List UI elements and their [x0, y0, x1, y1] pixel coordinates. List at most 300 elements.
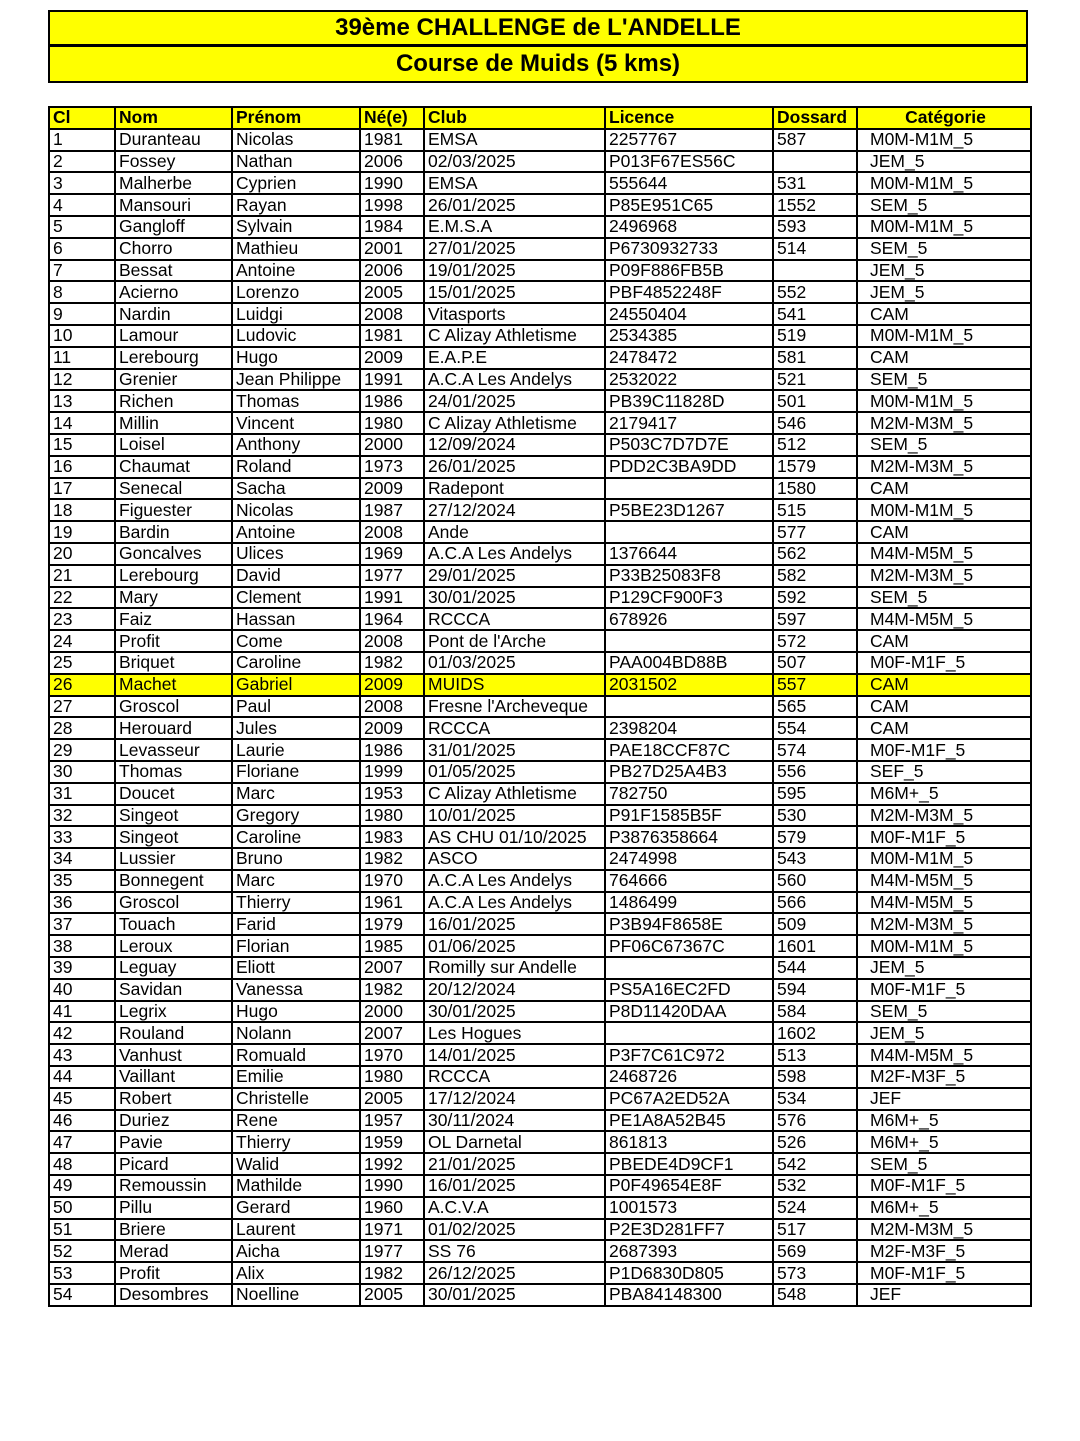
cell-club: Radepont: [424, 478, 605, 500]
table-row: [49, 1022, 1031, 1044]
cell-born: 1964: [360, 608, 424, 630]
cell-born: 2007: [360, 957, 424, 979]
cell-prenom: Thierry: [232, 892, 360, 914]
cell-categorie: SEM_5: [857, 194, 1031, 216]
cell-nom: Millin: [115, 412, 232, 434]
cell-dossard: 569: [773, 1240, 857, 1262]
cell-licence: [605, 1022, 773, 1044]
cell-nom: Savidan: [115, 979, 232, 1001]
cell-club: 30/11/2024: [424, 1110, 605, 1132]
cell-club: 16/01/2025: [424, 913, 605, 935]
cell-licence: 2474998: [605, 848, 773, 870]
table-row: [49, 826, 1031, 848]
cell-club: C Alizay Athletisme: [424, 783, 605, 805]
cell-born: 2009: [360, 674, 424, 696]
cell-rank: 12: [49, 369, 115, 391]
cell-club: Les Hogues: [424, 1022, 605, 1044]
table-row: [49, 1153, 1031, 1175]
cell-dossard: [773, 260, 857, 282]
cell-born: 2000: [360, 1001, 424, 1023]
table-row: [49, 260, 1031, 282]
table-row: [49, 1262, 1031, 1284]
cell-club: Fresne l'Archeveque: [424, 696, 605, 718]
cell-prenom: Rene: [232, 1110, 360, 1132]
cell-rank: 42: [49, 1022, 115, 1044]
page-title: 39ème CHALLENGE de L'ANDELLE: [48, 10, 1028, 46]
table-row: [49, 129, 1031, 151]
cell-prenom: Roland: [232, 456, 360, 478]
table-row: [49, 696, 1031, 718]
cell-nom: Rouland: [115, 1022, 232, 1044]
table-row: [49, 739, 1031, 761]
cell-categorie: M2F-M3F_5: [857, 1066, 1031, 1088]
cell-prenom: Eliott: [232, 957, 360, 979]
cell-club: 26/12/2025: [424, 1262, 605, 1284]
cell-born: 1957: [360, 1110, 424, 1132]
cell-club: A.C.A Les Andelys: [424, 870, 605, 892]
cell-dossard: 598: [773, 1066, 857, 1088]
table-row: [49, 172, 1031, 194]
cell-licence: 1001573: [605, 1197, 773, 1219]
col-header-licence: Licence: [605, 107, 773, 129]
table-row: [49, 1284, 1031, 1306]
cell-categorie: SEM_5: [857, 1153, 1031, 1175]
cell-prenom: Lorenzo: [232, 281, 360, 303]
cell-dossard: [773, 151, 857, 173]
cell-dossard: 531: [773, 172, 857, 194]
cell-prenom: Hugo: [232, 347, 360, 369]
cell-club: 16/01/2025: [424, 1175, 605, 1197]
table-row: [49, 303, 1031, 325]
cell-dossard: 554: [773, 717, 857, 739]
cell-nom: Herouard: [115, 717, 232, 739]
cell-licence: 2496968: [605, 216, 773, 238]
cell-licence: PC67A2ED52A: [605, 1088, 773, 1110]
cell-nom: Leguay: [115, 957, 232, 979]
cell-categorie: M0M-M1M_5: [857, 390, 1031, 412]
cell-licence: PDD2C3BA9DD: [605, 456, 773, 478]
cell-licence: [605, 521, 773, 543]
cell-born: 1999: [360, 761, 424, 783]
cell-rank: 38: [49, 935, 115, 957]
cell-categorie: SEM_5: [857, 238, 1031, 260]
cell-nom: Briquet: [115, 652, 232, 674]
cell-categorie: M0F-M1F_5: [857, 1175, 1031, 1197]
cell-dossard: 532: [773, 1175, 857, 1197]
table-row: [49, 565, 1031, 587]
table-row: [49, 1197, 1031, 1219]
cell-prenom: Nolann: [232, 1022, 360, 1044]
cell-rank: 41: [49, 1001, 115, 1023]
cell-nom: Groscol: [115, 892, 232, 914]
cell-club: A.C.A Les Andelys: [424, 892, 605, 914]
cell-club: 14/01/2025: [424, 1044, 605, 1066]
cell-born: 2008: [360, 521, 424, 543]
cell-prenom: Noelline: [232, 1284, 360, 1306]
cell-born: 1960: [360, 1197, 424, 1219]
cell-dossard: 519: [773, 325, 857, 347]
cell-club: 24/01/2025: [424, 390, 605, 412]
cell-club: 12/09/2024: [424, 434, 605, 456]
cell-rank: 7: [49, 260, 115, 282]
col-header-dossard: Dossard: [773, 107, 857, 129]
cell-born: 1980: [360, 1066, 424, 1088]
cell-licence: P09F886FB5B: [605, 260, 773, 282]
cell-rank: 21: [49, 565, 115, 587]
cell-licence: [605, 696, 773, 718]
cell-prenom: Nicolas: [232, 499, 360, 521]
cell-categorie: SEF_5: [857, 761, 1031, 783]
cell-categorie: M4M-M5M_5: [857, 870, 1031, 892]
cell-born: 2009: [360, 717, 424, 739]
cell-club: 21/01/2025: [424, 1153, 605, 1175]
cell-licence: 2031502: [605, 674, 773, 696]
cell-dossard: 592: [773, 587, 857, 609]
cell-dossard: 579: [773, 826, 857, 848]
cell-licence: PS5A16EC2FD: [605, 979, 773, 1001]
cell-nom: Singeot: [115, 805, 232, 827]
cell-born: 1991: [360, 587, 424, 609]
cell-licence: P1D6830D805: [605, 1262, 773, 1284]
cell-licence: 1376644: [605, 543, 773, 565]
cell-prenom: Caroline: [232, 652, 360, 674]
table-row: [49, 499, 1031, 521]
cell-licence: PE1A8A52B45: [605, 1110, 773, 1132]
cell-prenom: Sylvain: [232, 216, 360, 238]
cell-licence: PBEDE4D9CF1: [605, 1153, 773, 1175]
cell-prenom: Vincent: [232, 412, 360, 434]
cell-dossard: 1580: [773, 478, 857, 500]
cell-categorie: JEM_5: [857, 957, 1031, 979]
cell-licence: 2687393: [605, 1240, 773, 1262]
table-row: [49, 521, 1031, 543]
cell-born: 2000: [360, 434, 424, 456]
cell-rank: 37: [49, 913, 115, 935]
cell-rank: 32: [49, 805, 115, 827]
cell-prenom: Come: [232, 630, 360, 652]
cell-prenom: Gabriel: [232, 674, 360, 696]
table-row: [49, 979, 1031, 1001]
cell-born: 1985: [360, 935, 424, 957]
cell-rank: 33: [49, 826, 115, 848]
cell-categorie: M6M+_5: [857, 1110, 1031, 1132]
table-row: [49, 630, 1031, 652]
cell-categorie: M0F-M1F_5: [857, 826, 1031, 848]
cell-rank: 54: [49, 1284, 115, 1306]
cell-club: 31/01/2025: [424, 739, 605, 761]
cell-rank: 39: [49, 957, 115, 979]
cell-prenom: Floriane: [232, 761, 360, 783]
cell-rank: 36: [49, 892, 115, 914]
cell-dossard: 1579: [773, 456, 857, 478]
cell-born: 2006: [360, 151, 424, 173]
cell-categorie: M0F-M1F_5: [857, 1262, 1031, 1284]
table-row: [49, 652, 1031, 674]
cell-nom: Vanhust: [115, 1044, 232, 1066]
cell-club: AS CHU 01/10/2025: [424, 826, 605, 848]
cell-club: 01/06/2025: [424, 935, 605, 957]
cell-categorie: M0M-M1M_5: [857, 499, 1031, 521]
cell-rank: 46: [49, 1110, 115, 1132]
cell-categorie: CAM: [857, 696, 1031, 718]
cell-born: 2001: [360, 238, 424, 260]
table-row: [49, 870, 1031, 892]
cell-dossard: 576: [773, 1110, 857, 1132]
cell-born: 1981: [360, 129, 424, 151]
cell-prenom: Laurie: [232, 739, 360, 761]
cell-categorie: M4M-M5M_5: [857, 543, 1031, 565]
cell-born: 1977: [360, 565, 424, 587]
cell-licence: [605, 957, 773, 979]
cell-licence: P3876358664: [605, 826, 773, 848]
cell-categorie: M0M-M1M_5: [857, 172, 1031, 194]
cell-categorie: JEM_5: [857, 281, 1031, 303]
cell-licence: P91F1585B5F: [605, 805, 773, 827]
table-row: [49, 1240, 1031, 1262]
cell-rank: 18: [49, 499, 115, 521]
cell-rank: 22: [49, 587, 115, 609]
cell-prenom: David: [232, 565, 360, 587]
cell-rank: 4: [49, 194, 115, 216]
cell-categorie: M4M-M5M_5: [857, 608, 1031, 630]
cell-categorie: M0F-M1F_5: [857, 739, 1031, 761]
cell-licence: 24550404: [605, 303, 773, 325]
cell-club: A.C.A Les Andelys: [424, 543, 605, 565]
cell-categorie: M2M-M3M_5: [857, 565, 1031, 587]
cell-club: 20/12/2024: [424, 979, 605, 1001]
cell-prenom: Anthony: [232, 434, 360, 456]
cell-categorie: JEM_5: [857, 1022, 1031, 1044]
cell-nom: Touach: [115, 913, 232, 935]
table-row: [49, 717, 1031, 739]
cell-rank: 47: [49, 1131, 115, 1153]
table-row: [49, 151, 1031, 173]
cell-categorie: CAM: [857, 521, 1031, 543]
cell-nom: Lussier: [115, 848, 232, 870]
cell-born: 2006: [360, 260, 424, 282]
cell-prenom: Gerard: [232, 1197, 360, 1219]
cell-club: 15/01/2025: [424, 281, 605, 303]
cell-rank: 43: [49, 1044, 115, 1066]
cell-born: 2007: [360, 1022, 424, 1044]
cell-prenom: Nathan: [232, 151, 360, 173]
cell-rank: 10: [49, 325, 115, 347]
cell-nom: Profit: [115, 630, 232, 652]
cell-club: A.C.V.A: [424, 1197, 605, 1219]
cell-licence: 2534385: [605, 325, 773, 347]
cell-prenom: Caroline: [232, 826, 360, 848]
table-row: [49, 434, 1031, 456]
cell-born: 1982: [360, 848, 424, 870]
cell-licence: P503C7D7D7E: [605, 434, 773, 456]
results-table: [48, 106, 1032, 1307]
cell-nom: Levasseur: [115, 739, 232, 761]
cell-club: 26/01/2025: [424, 456, 605, 478]
cell-licence: 678926: [605, 608, 773, 630]
cell-rank: 24: [49, 630, 115, 652]
cell-rank: 29: [49, 739, 115, 761]
cell-rank: 16: [49, 456, 115, 478]
cell-categorie: CAM: [857, 303, 1031, 325]
cell-licence: 2532022: [605, 369, 773, 391]
col-header-nom: Nom: [115, 107, 232, 129]
cell-dossard: 530: [773, 805, 857, 827]
table-row: [49, 1044, 1031, 1066]
cell-dossard: 534: [773, 1088, 857, 1110]
cell-rank: 23: [49, 608, 115, 630]
cell-born: 1973: [360, 456, 424, 478]
cell-born: 1984: [360, 216, 424, 238]
cell-club: Vitasports: [424, 303, 605, 325]
cell-club: 27/01/2025: [424, 238, 605, 260]
cell-club: A.C.A Les Andelys: [424, 369, 605, 391]
cell-nom: Duriez: [115, 1110, 232, 1132]
cell-rank: 17: [49, 478, 115, 500]
cell-licence: 1486499: [605, 892, 773, 914]
cell-nom: Remoussin: [115, 1175, 232, 1197]
cell-licence: 555644: [605, 172, 773, 194]
table-row: [49, 1066, 1031, 1088]
cell-club: 01/05/2025: [424, 761, 605, 783]
cell-born: 1998: [360, 194, 424, 216]
cell-dossard: 1602: [773, 1022, 857, 1044]
cell-categorie: JEF: [857, 1284, 1031, 1306]
cell-nom: Senecal: [115, 478, 232, 500]
cell-nom: Lamour: [115, 325, 232, 347]
table-row: [49, 1175, 1031, 1197]
cell-prenom: Florian: [232, 935, 360, 957]
cell-nom: Goncalves: [115, 543, 232, 565]
cell-dossard: 594: [773, 979, 857, 1001]
results-body: [49, 129, 1031, 1306]
cell-born: 1982: [360, 1262, 424, 1284]
cell-prenom: Antoine: [232, 521, 360, 543]
col-header-categorie: Catégorie: [857, 107, 1031, 129]
cell-categorie: M2F-M3F_5: [857, 1240, 1031, 1262]
cell-prenom: Marc: [232, 783, 360, 805]
cell-prenom: Mathieu: [232, 238, 360, 260]
cell-categorie: SEM_5: [857, 369, 1031, 391]
cell-nom: Legrix: [115, 1001, 232, 1023]
cell-club: E.A.P.E: [424, 347, 605, 369]
cell-nom: Groscol: [115, 696, 232, 718]
cell-nom: Faiz: [115, 608, 232, 630]
cell-born: 2008: [360, 303, 424, 325]
cell-licence: P0F49654E8F: [605, 1175, 773, 1197]
cell-categorie: M0M-M1M_5: [857, 935, 1031, 957]
cell-born: 1977: [360, 1240, 424, 1262]
cell-categorie: M2M-M3M_5: [857, 456, 1031, 478]
cell-rank: 8: [49, 281, 115, 303]
table-row: [49, 674, 1031, 696]
cell-prenom: Walid: [232, 1153, 360, 1175]
cell-categorie: M6M+_5: [857, 783, 1031, 805]
cell-categorie: SEM_5: [857, 587, 1031, 609]
cell-prenom: Emilie: [232, 1066, 360, 1088]
cell-nom: Vaillant: [115, 1066, 232, 1088]
cell-dossard: 517: [773, 1219, 857, 1241]
cell-dossard: 595: [773, 783, 857, 805]
cell-dossard: 501: [773, 390, 857, 412]
table-row: [49, 238, 1031, 260]
cell-categorie: M0M-M1M_5: [857, 129, 1031, 151]
cell-licence: P129CF900F3: [605, 587, 773, 609]
table-row: [49, 1131, 1031, 1153]
cell-rank: 28: [49, 717, 115, 739]
cell-nom: Pillu: [115, 1197, 232, 1219]
table-row: [49, 1088, 1031, 1110]
cell-prenom: Farid: [232, 913, 360, 935]
cell-licence: PB27D25A4B3: [605, 761, 773, 783]
col-header-club: Club: [424, 107, 605, 129]
cell-prenom: Mathilde: [232, 1175, 360, 1197]
cell-licence: P6730932733: [605, 238, 773, 260]
cell-rank: 19: [49, 521, 115, 543]
cell-nom: Richen: [115, 390, 232, 412]
cell-nom: Doucet: [115, 783, 232, 805]
cell-prenom: Ludovic: [232, 325, 360, 347]
cell-club: 30/01/2025: [424, 1284, 605, 1306]
cell-club: EMSA: [424, 172, 605, 194]
cell-nom: Acierno: [115, 281, 232, 303]
cell-rank: 11: [49, 347, 115, 369]
cell-nom: Grenier: [115, 369, 232, 391]
cell-prenom: Hassan: [232, 608, 360, 630]
cell-licence: [605, 630, 773, 652]
cell-licence: 764666: [605, 870, 773, 892]
table-row: [49, 390, 1031, 412]
cell-licence: PAE18CCF87C: [605, 739, 773, 761]
col-header-rank: Cl: [49, 107, 115, 129]
cell-club: E.M.S.A: [424, 216, 605, 238]
cell-prenom: Jules: [232, 717, 360, 739]
table-row: [49, 913, 1031, 935]
cell-dossard: 552: [773, 281, 857, 303]
cell-rank: 27: [49, 696, 115, 718]
table-row: [49, 194, 1031, 216]
page-subtitle: Course de Muids (5 kms): [48, 45, 1028, 83]
cell-nom: Lerebourg: [115, 347, 232, 369]
cell-club: 26/01/2025: [424, 194, 605, 216]
cell-rank: 35: [49, 870, 115, 892]
cell-club: 29/01/2025: [424, 565, 605, 587]
cell-prenom: Marc: [232, 870, 360, 892]
cell-nom: Bonnegent: [115, 870, 232, 892]
cell-prenom: Aicha: [232, 1240, 360, 1262]
cell-club: EMSA: [424, 129, 605, 151]
table-row: [49, 608, 1031, 630]
cell-licence: PBA84148300: [605, 1284, 773, 1306]
cell-dossard: 566: [773, 892, 857, 914]
cell-born: 1953: [360, 783, 424, 805]
cell-rank: 48: [49, 1153, 115, 1175]
table-row: [49, 216, 1031, 238]
cell-dossard: 548: [773, 1284, 857, 1306]
cell-categorie: M6M+_5: [857, 1197, 1031, 1219]
cell-rank: 30: [49, 761, 115, 783]
cell-rank: 34: [49, 848, 115, 870]
cell-nom: Nardin: [115, 303, 232, 325]
cell-born: 1982: [360, 652, 424, 674]
cell-born: 1981: [360, 325, 424, 347]
cell-born: 2005: [360, 1284, 424, 1306]
cell-prenom: Jean Philippe: [232, 369, 360, 391]
cell-licence: 2468726: [605, 1066, 773, 1088]
cell-born: 1980: [360, 412, 424, 434]
cell-prenom: Romuald: [232, 1044, 360, 1066]
cell-categorie: JEF: [857, 1088, 1031, 1110]
cell-licence: PAA004BD88B: [605, 652, 773, 674]
